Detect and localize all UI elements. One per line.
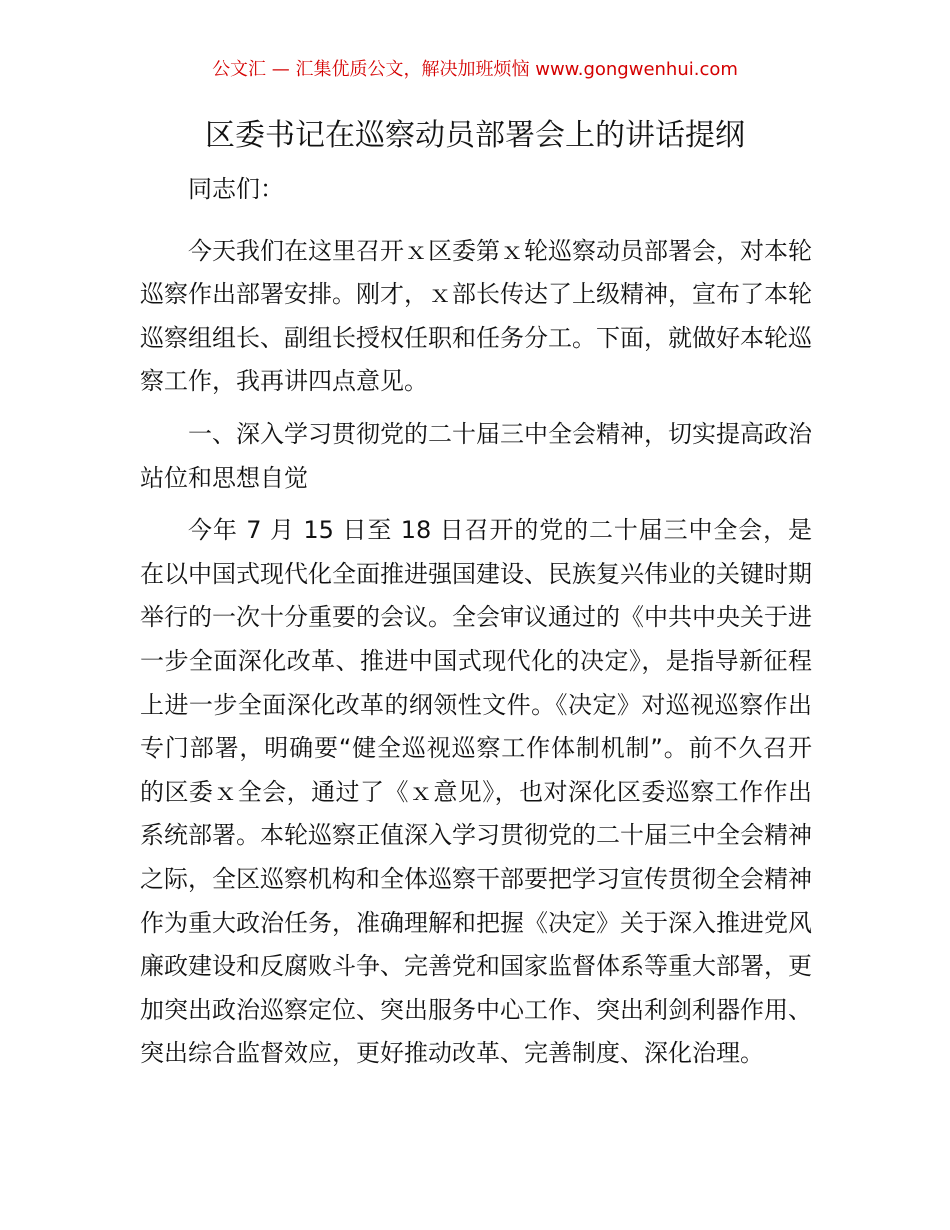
- section-heading-1: 一、深入学习贯彻党的二十届三中全会精神，切实提高政治站位和思想自觉: [140, 419, 812, 492]
- paragraph-section-1: 今年 7 月 15 日至 18 日召开的党的二十届三中全会，是在以中国式现代化全面推进强国建设、民族复兴伟业的关键时期举行的一次十分重要的会议。全会审议通过的《中共中央关于进一步全面深化改革、推进中国式现代化的决定》，是指导新征程上进一步全面深化改革的纲领性文件。《决定》对巡视巡察作出专门部署，明确要“健全巡视巡察工作体制机制”。前不久召开的区委ｘ全会，通过了《ｘ意见》，也对深化区委巡察工作作出系统部署。本轮巡察正值深入学习贯彻党的二十届三中全会精神之际，全区巡察机构和全体巡察干部要把学习宣传贯彻全会精神作为重大政治任务，准确理解和把握《决定》关于深入推进党风廉政建设和反腐败斗争、完善党和国家监督体系等重大部署，更加突出政治巡察定位、突出服务中心工作、突出利剑利器作用、突出综合监督效应，更好推动改革、完善制度、深化治理。: [140, 516, 812, 1068]
- document-body: [140, 168, 812, 1085]
- salutation: 同志们：: [188, 175, 284, 203]
- watermark-header: 公文汇 — 汇集优质公文，解决加班烦恼 www.gongwenhui.com: [212, 59, 738, 80]
- paragraph-intro: 今天我们在这里召开ｘ区委第ｘ轮巡察动员部署会，对本轮巡察作出部署安排。刚才，ｘ部长传达了上级精神，宣布了本轮巡察组组长、副组长授权任职和任务分工。下面，就做好本轮巡察工作，我再讲四点意见。: [140, 236, 812, 396]
- document-title: 区委书记在巡察动员部署会上的讲话提纲: [205, 118, 745, 153]
